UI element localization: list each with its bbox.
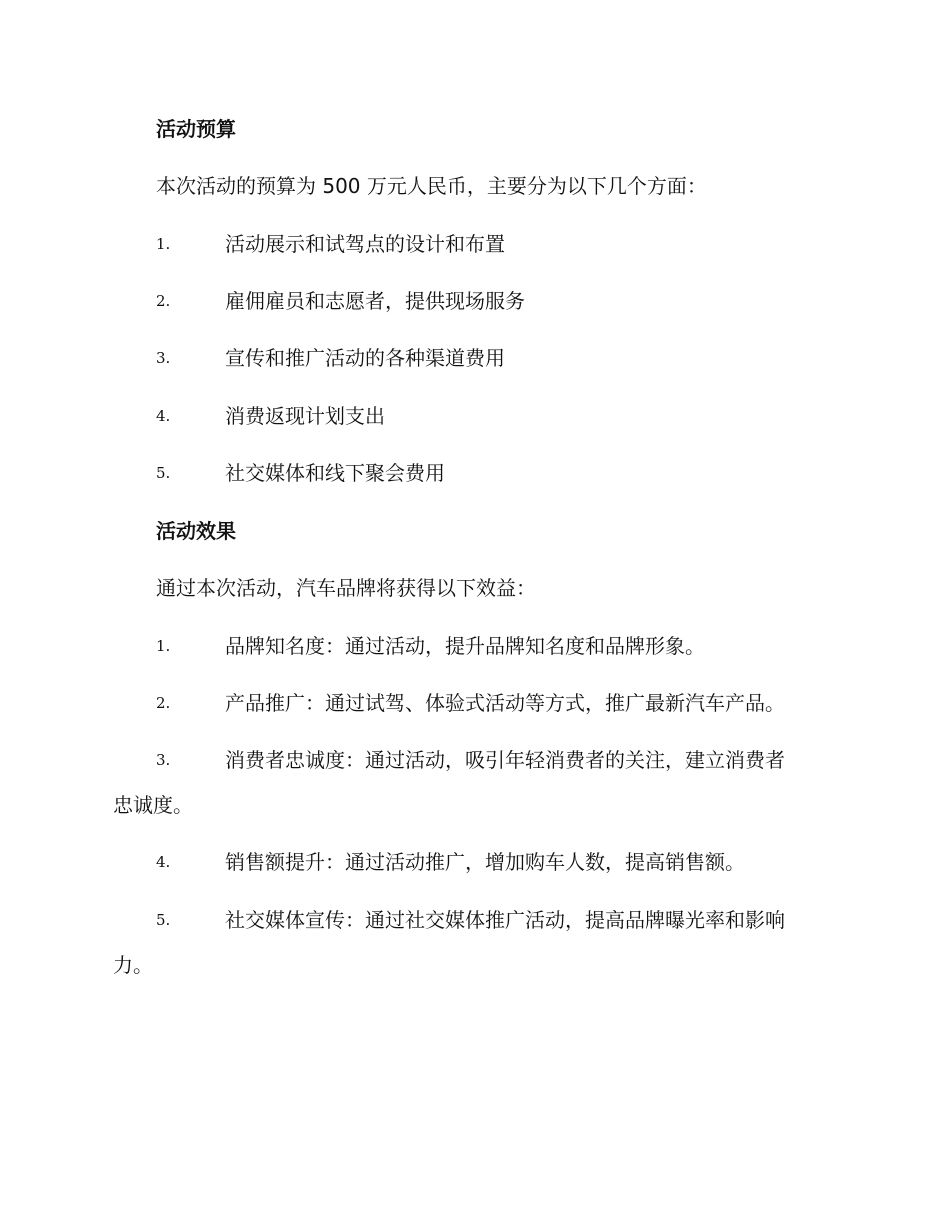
list-number: 3. <box>156 751 171 769</box>
effect-heading: 活动效果 <box>156 519 236 543</box>
list-number: 4. <box>156 853 171 871</box>
budget-heading: 活动预算 <box>156 117 236 141</box>
list-text: 宣传和推广活动的各种渠道费用 <box>225 346 505 370</box>
budget-intro: 本次活动的预算为 500 万元人民币，主要分为以下几个方面： <box>156 174 707 198</box>
list-text-continuation: 力。 <box>113 953 153 977</box>
effect-intro: 通过本次活动，汽车品牌将获得以下效益： <box>156 576 536 600</box>
effect-list-item <box>0 689 950 717</box>
list-number: 1. <box>156 235 171 253</box>
budget-list-item <box>0 287 950 315</box>
budget-list-item <box>0 459 950 487</box>
list-number: 2. <box>156 694 171 712</box>
list-number: 1. <box>156 637 171 655</box>
list-number: 4. <box>156 407 171 425</box>
list-text: 社交媒体和线下聚会费用 <box>225 461 445 485</box>
list-text: 雇佣雇员和志愿者，提供现场服务 <box>225 289 525 313</box>
list-number: 5. <box>156 464 171 482</box>
effect-list-item <box>0 906 950 934</box>
list-text: 消费者忠诚度：通过活动，吸引年轻消费者的关注，建立消费者 <box>225 748 785 772</box>
list-number: 2. <box>156 292 171 310</box>
budget-list-item <box>0 230 950 258</box>
list-text: 活动展示和试驾点的设计和布置 <box>225 232 505 256</box>
list-number: 3. <box>156 349 171 367</box>
list-text: 销售额提升：通过活动推广，增加购车人数，提高销售额。 <box>225 850 745 874</box>
list-text: 品牌知名度：通过活动，提升品牌知名度和品牌形象。 <box>225 634 705 658</box>
list-text: 社交媒体宣传：通过社交媒体推广活动，提高品牌曝光率和影响 <box>225 908 785 932</box>
list-number: 5. <box>156 911 171 929</box>
list-text: 消费返现计划支出 <box>225 404 385 428</box>
budget-list-item <box>0 344 950 372</box>
list-text-continuation: 忠诚度。 <box>113 793 193 817</box>
list-text: 产品推广：通过试驾、体验式活动等方式，推广最新汽车产品。 <box>225 691 785 715</box>
effect-list-item <box>0 632 950 660</box>
effect-list-item <box>0 746 950 774</box>
effect-list-item <box>0 848 950 876</box>
budget-list-item <box>0 402 950 430</box>
